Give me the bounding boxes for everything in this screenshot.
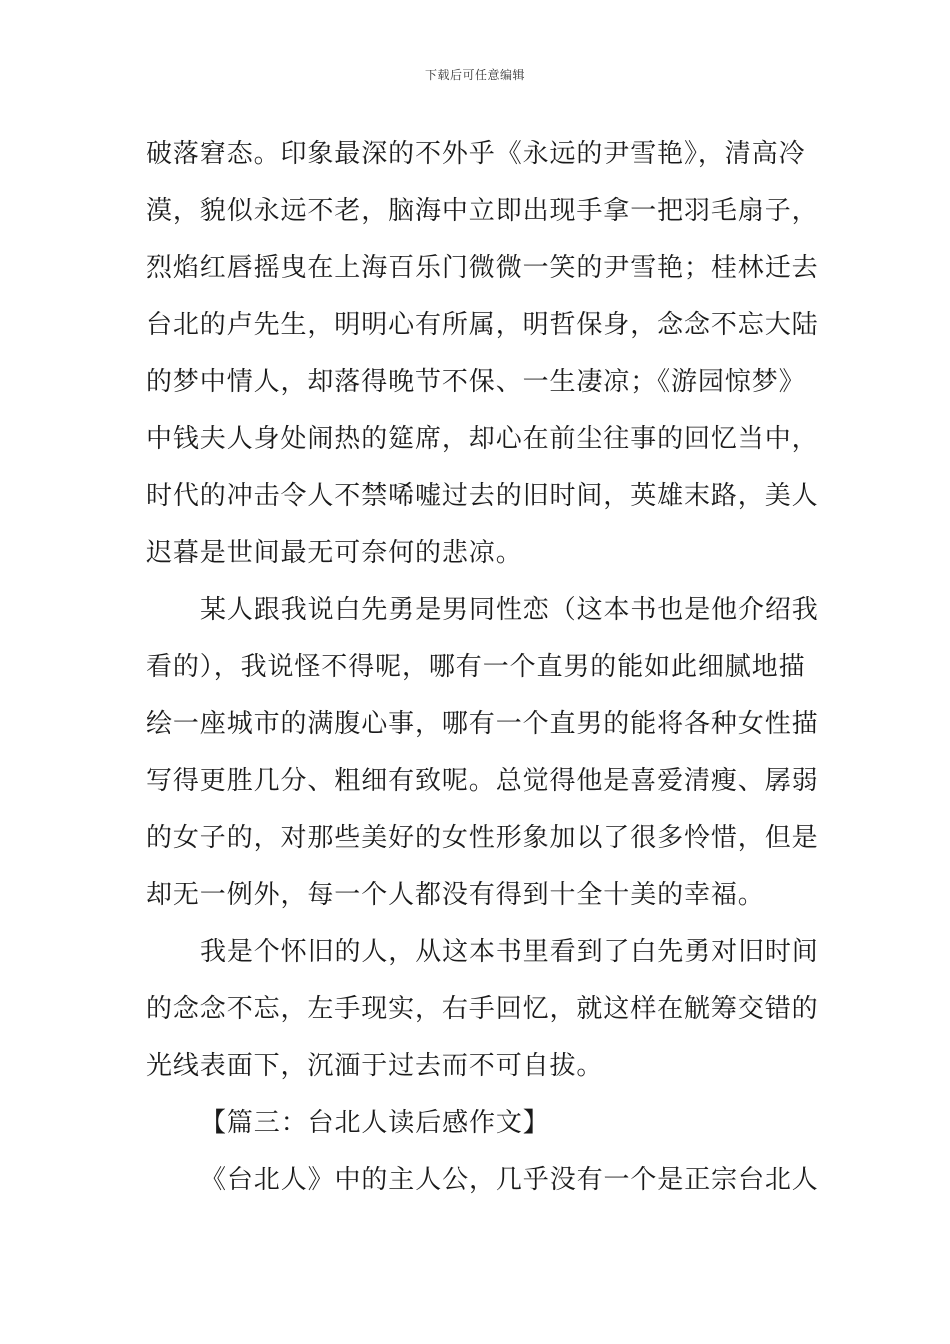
text-line: 却无一例外，每一个人都没有得到十全十美的幸福。 xyxy=(146,880,765,910)
text-line: 迟暮是世间最无可奈何的悲凉。 xyxy=(146,538,523,568)
text-line: 烈焰红唇摇曳在上海百乐门微微一笑的尹雪艳；桂林迁去 xyxy=(146,253,819,283)
text-line: 光线表面下，沉湎于过去而不可自拔。 xyxy=(146,1051,604,1081)
section-heading: 【篇三：台北人读后感作文】 xyxy=(200,1108,550,1138)
paragraph-start-line: 某人跟我说白先勇是男同性恋（这本书也是他介绍我 xyxy=(200,595,819,625)
text-line: 的梦中情人，却落得晚节不保、一生凄凉；《游园惊梦》 xyxy=(146,367,806,397)
text-line: 破落窘态。印象最深的不外乎《永远的尹雪艳》，清高冷 xyxy=(146,139,806,169)
page-header: 下载后可任意编辑 xyxy=(424,68,525,82)
text-line: 看的），我说怪不得呢，哪有一个直男的能如此细腻地描 xyxy=(146,652,806,682)
text-line: 的念念不忘，左手现实，右手回忆，就这样在觥筹交错的 xyxy=(146,994,819,1024)
text-line: 写得更胜几分、粗细有致呢。总觉得他是喜爱清瘦、孱弱 xyxy=(146,766,819,796)
text-line: 台北的卢先生，明明心有所属，明哲保身，念念不忘大陆 xyxy=(146,310,819,340)
document-body xyxy=(146,126,819,1209)
text-line: 时代的冲击令人不禁唏嘘过去的旧时间，英雄末路，美人 xyxy=(146,481,819,511)
text-line: 的女子的，对那些美好的女性形象加以了很多怜惜，但是 xyxy=(146,823,819,853)
text-line: 漠，貌似永远不老，脑海中立即出现手拿一把羽毛扇子， xyxy=(146,196,819,226)
paragraph-start-line: 我是个怀旧的人，从这本书里看到了白先勇对旧时间 xyxy=(200,937,819,967)
paragraph-start-line: 《台北人》中的主人公，几乎没有一个是正宗台北人 xyxy=(200,1165,819,1195)
text-line: 绘一座城市的满腹心事，哪有一个直男的能将各种女性描 xyxy=(146,709,819,739)
text-line: 中钱夫人身处闹热的筵席，却心在前尘往事的回忆当中， xyxy=(146,424,819,454)
